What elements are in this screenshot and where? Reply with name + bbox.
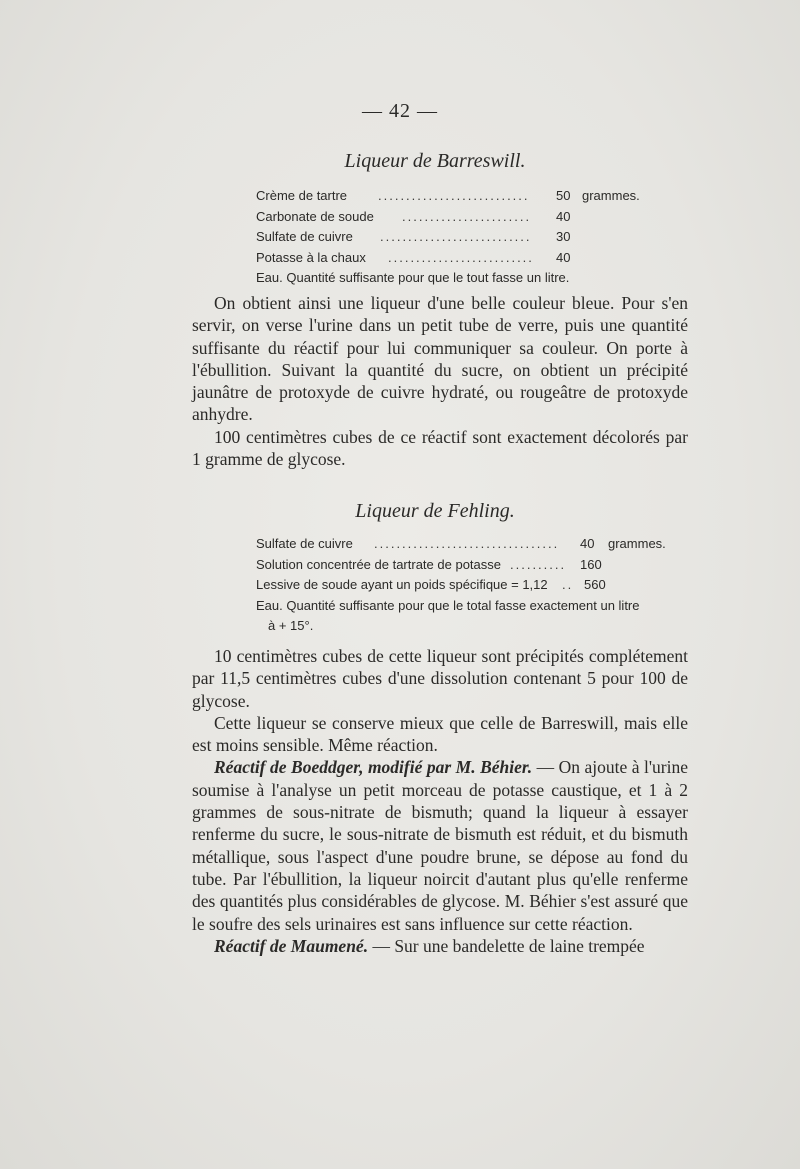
recipe-note-continued: à + 15°.: [268, 618, 314, 633]
paragraph: Cette liqueur se conserve mieux que celle de Barreswill, mais elle est moins sensible. Même réaction.: [192, 712, 688, 756]
text-block-2: [192, 645, 688, 957]
dot-leader: ..........: [510, 556, 567, 572]
barreswill-recipe: [256, 186, 676, 289]
page-number: — 42 —: [362, 100, 438, 122]
dot-leader: ...........................: [380, 229, 532, 244]
recipe-row: [256, 534, 686, 555]
paragraph-text: — Sur une bandelette de laine trempée: [368, 935, 645, 956]
dot-leader: ..: [562, 577, 574, 592]
ingredient-name: Crème de tartre: [256, 188, 348, 203]
ingredient-unit: grammes.: [582, 188, 640, 203]
barreswill-heading: Liqueur de Barreswill.: [344, 150, 526, 172]
reagent-name: Réactif de Boeddger, modifié par M. Béhier.: [214, 757, 533, 778]
recipe-row: [256, 248, 676, 269]
recipe-row: [256, 575, 686, 596]
text-block-1: [192, 292, 688, 470]
ingredient-name: Potasse à la chaux: [256, 249, 366, 265]
ingredient-quantity: 560: [584, 577, 606, 592]
ingredient-quantity: 50: [556, 188, 571, 203]
dot-leader: .......................: [402, 208, 532, 224]
dot-leader: ...........................: [378, 188, 530, 203]
ingredient-name: Sulfate de cuivre: [256, 229, 353, 244]
ingredient-quantity: 40: [580, 536, 595, 551]
fehling-heading: Liqueur de Fehling.: [355, 500, 515, 522]
recipe-note: Eau. Quantité suffisante pour que le tout fasse un litre.: [256, 270, 570, 285]
dot-leader: .................................: [374, 536, 560, 551]
dot-leader: ..........................: [388, 249, 534, 265]
ingredient-quantity: 30: [556, 229, 571, 244]
recipe-row: [256, 186, 676, 207]
ingredient-quantity: 160: [580, 556, 602, 572]
reagent-name: Réactif de Maumené.: [214, 935, 369, 956]
ingredient-name: Lessive de soude ayant un poids spécifique = 1,12: [256, 577, 548, 592]
ingredient-name: Sulfate de cuivre: [256, 536, 353, 551]
recipe-row: [256, 555, 686, 576]
ingredient-unit: grammes.: [608, 536, 666, 551]
ingredient-name: Solution concentrée de tartrate de potasse: [256, 556, 501, 572]
paragraph: 100 centimètres cubes de ce réactif sont exactement décolorés par 1 gramme de glycose.: [192, 426, 688, 470]
recipe-row: [256, 207, 676, 228]
fehling-recipe: [256, 534, 686, 637]
ingredient-name: Carbonate de soude: [256, 208, 374, 224]
paragraph: On obtient ainsi une liqueur d'une belle couleur bleue. Pour s'en servir, on verse l'urine dans un petit tube de verre, puis une quantité suffisante du réactif pour lui communiquer sa couleur. On porte à l'ébullition. Suivant la quantité du sucre, on obtient un précipité jaunâtre de protoxyde de cuivre hydraté, ou rougeâtre de protoxyde anhydre.: [192, 293, 688, 425]
recipe-row: [256, 227, 676, 248]
ingredient-quantity: 40: [556, 208, 571, 224]
paragraph: [192, 756, 688, 934]
recipe-note: Eau. Quantité suffisante pour que le total fasse exactement un litre: [256, 597, 640, 613]
ingredient-quantity: 40: [556, 249, 571, 265]
paragraph-text: — On ajoute à l'urine soumise à l'analyse un petit morceau de potasse caustique, et 1 à 2 grammes de sous-nitrate de bismuth; quand la liqueur à essayer renferme du sucre, le sous-nitrate de bismuth est réduit, et du bismuth métallique, sous l'aspect d'une poudre brune, se dépose au fond du tube. Par l'ébullition, la liqueur noircit d'autant plus qu'elle renferme des quantités plus considérables de glycose. M. Béhier s'est assuré que le soufre des sels urinaires est sans influence sur cette réaction.: [192, 757, 689, 934]
paragraph: [192, 935, 688, 957]
paragraph: 10 centimètres cubes de cette liqueur sont précipités complétement par 11,5 centimètres cubes d'une dissolution contenant 5 pour 100 de glycose.: [192, 646, 688, 711]
